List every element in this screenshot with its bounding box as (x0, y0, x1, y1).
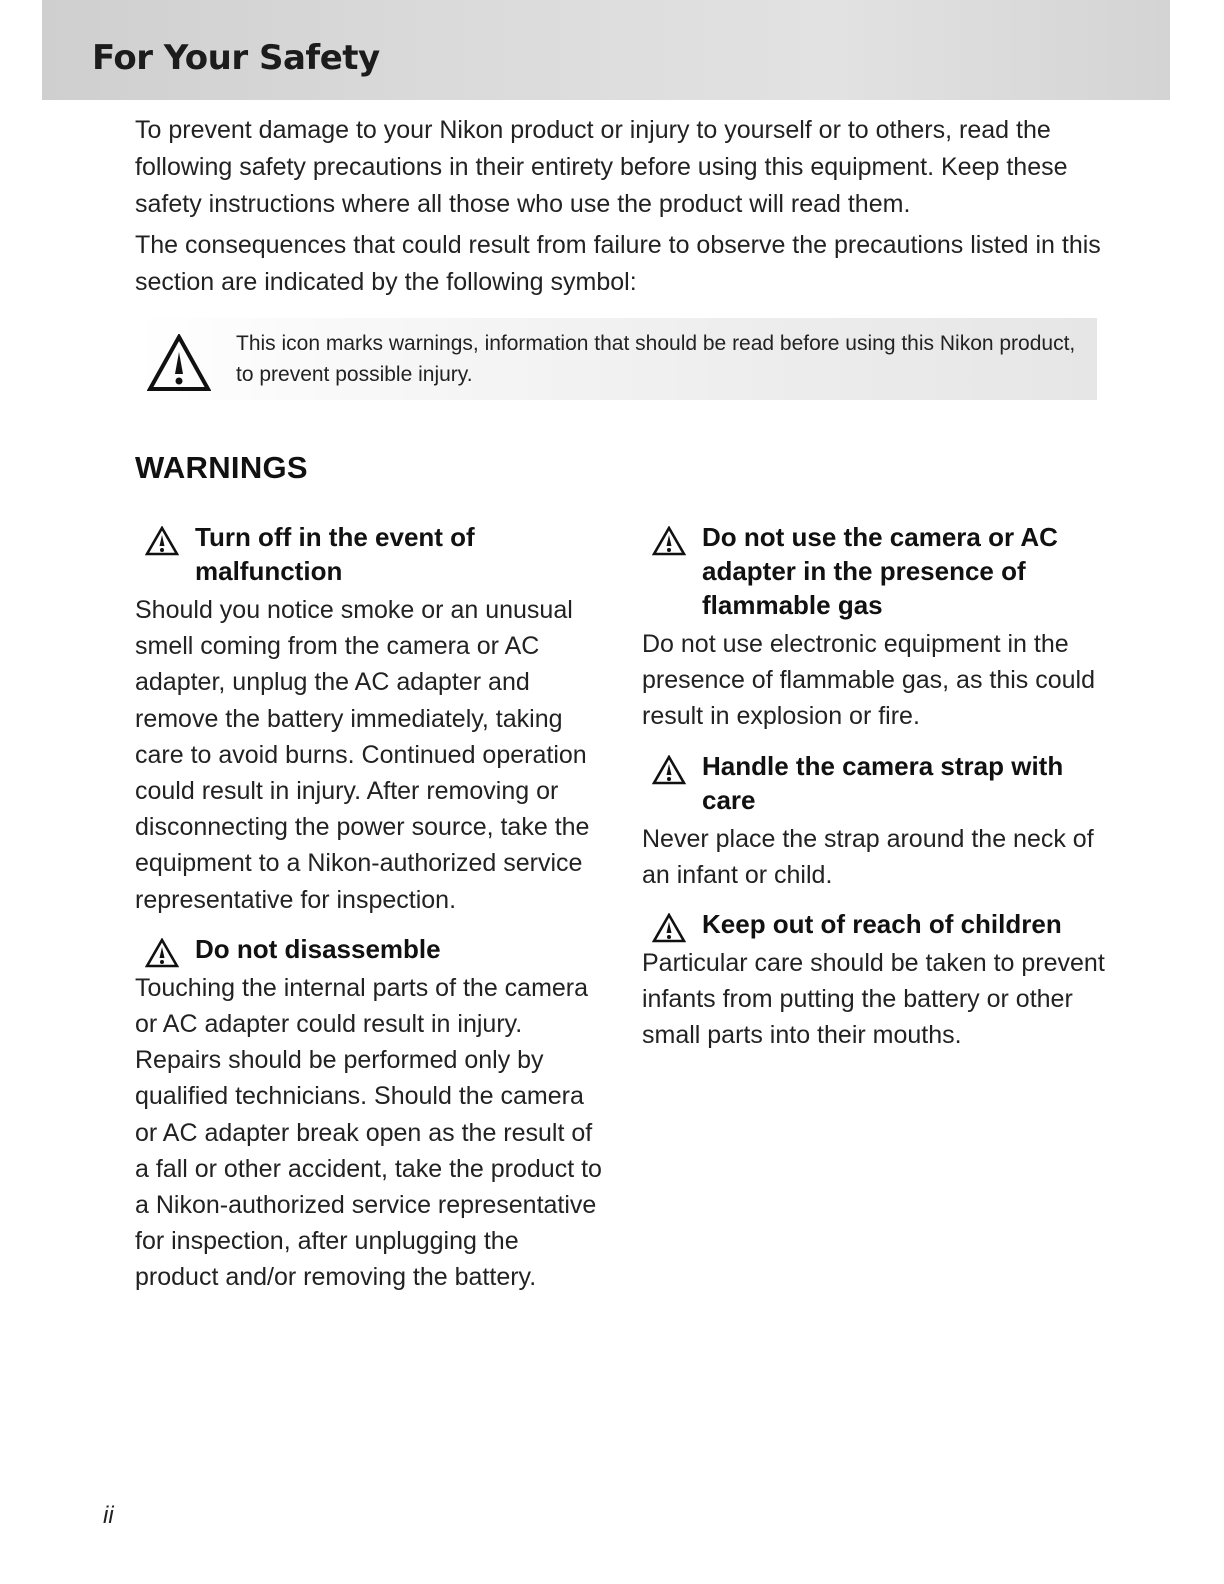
warning-item (642, 907, 1112, 1054)
warning-body: Touching the internal parts of the camera or AC adapter could result in injury. Repairs should be performed only by qualified technicians. Should the camera or AC adapter break open as the result of a fall or other accident, take the product to a Nikon-authorized service representative for inspection, after unplugging the product and/or removing the battery. (135, 973, 602, 1292)
warning-heading (642, 907, 1112, 941)
warning-heading (642, 749, 1112, 817)
warning-body: Do not use electronic equipment in the presence of flammable gas, as this could result in explosion or fire. (642, 630, 1096, 731)
warning-heading-text: Do not disassemble (195, 933, 441, 964)
intro-paragraph: To prevent damage to your Nikon product or injury to yourself or to others, read the following safety precautions in their entirety before using this equipment. Keep these safety instructions where all those who use the product will read them. (135, 116, 1068, 218)
intro-paragraph: The consequences that could result from failure to observe the precautions listed in this section are indicated by the following symbol: (135, 231, 1101, 296)
page-number: ii (103, 1502, 114, 1529)
warning-body: Never place the strap around the neck of an infant or child. (642, 824, 1094, 889)
warning-heading-text: Handle the camera strap with care (702, 750, 1064, 815)
section-title: WARNINGS (135, 450, 308, 485)
warning-body: Should you notice smoke or an unusual smell coming from the camera or AC adapter, unplug the AC adapter and remove the battery immediately, taking care to avoid burns. Continued operation could result in injury. After removing or disconnecting the power source, take the equipment to a Nikon-authorized service representative for inspection. (135, 596, 590, 914)
warnings-right-column (642, 520, 1112, 1068)
warning-triangle-icon (652, 913, 686, 943)
warning-heading (642, 520, 1112, 622)
warning-item (642, 520, 1112, 735)
intro (135, 112, 1115, 301)
warning-heading (135, 932, 605, 966)
warning-heading-text: Turn off in the event of malfunction (195, 522, 475, 586)
warning-heading-text: Do not use the camera or AC adapter in the presence of flammable gas (702, 522, 1058, 620)
legend-text: This icon marks warnings, information that should be read before using this Nikon product, to prevent possible injury. (236, 332, 1076, 386)
warning-heading (135, 520, 605, 588)
warning-body: Particular care should be taken to prevent infants from putting the battery or other small parts into their mouths. (642, 949, 1105, 1050)
warning-triangle-icon (145, 526, 179, 556)
warning-item (135, 520, 605, 918)
page-title: For Your Safety (92, 38, 380, 78)
warning-triangle-icon (652, 755, 686, 785)
warning-item (642, 749, 1112, 893)
warning-item (135, 932, 605, 1296)
warning-triangle-icon (145, 938, 179, 968)
symbol-legend (135, 318, 1097, 400)
warning-triangle-icon (652, 526, 686, 556)
warning-heading-text: Keep out of reach of children (702, 909, 1062, 940)
warning-triangle-icon (147, 334, 211, 392)
warnings-left-column (135, 520, 605, 1310)
